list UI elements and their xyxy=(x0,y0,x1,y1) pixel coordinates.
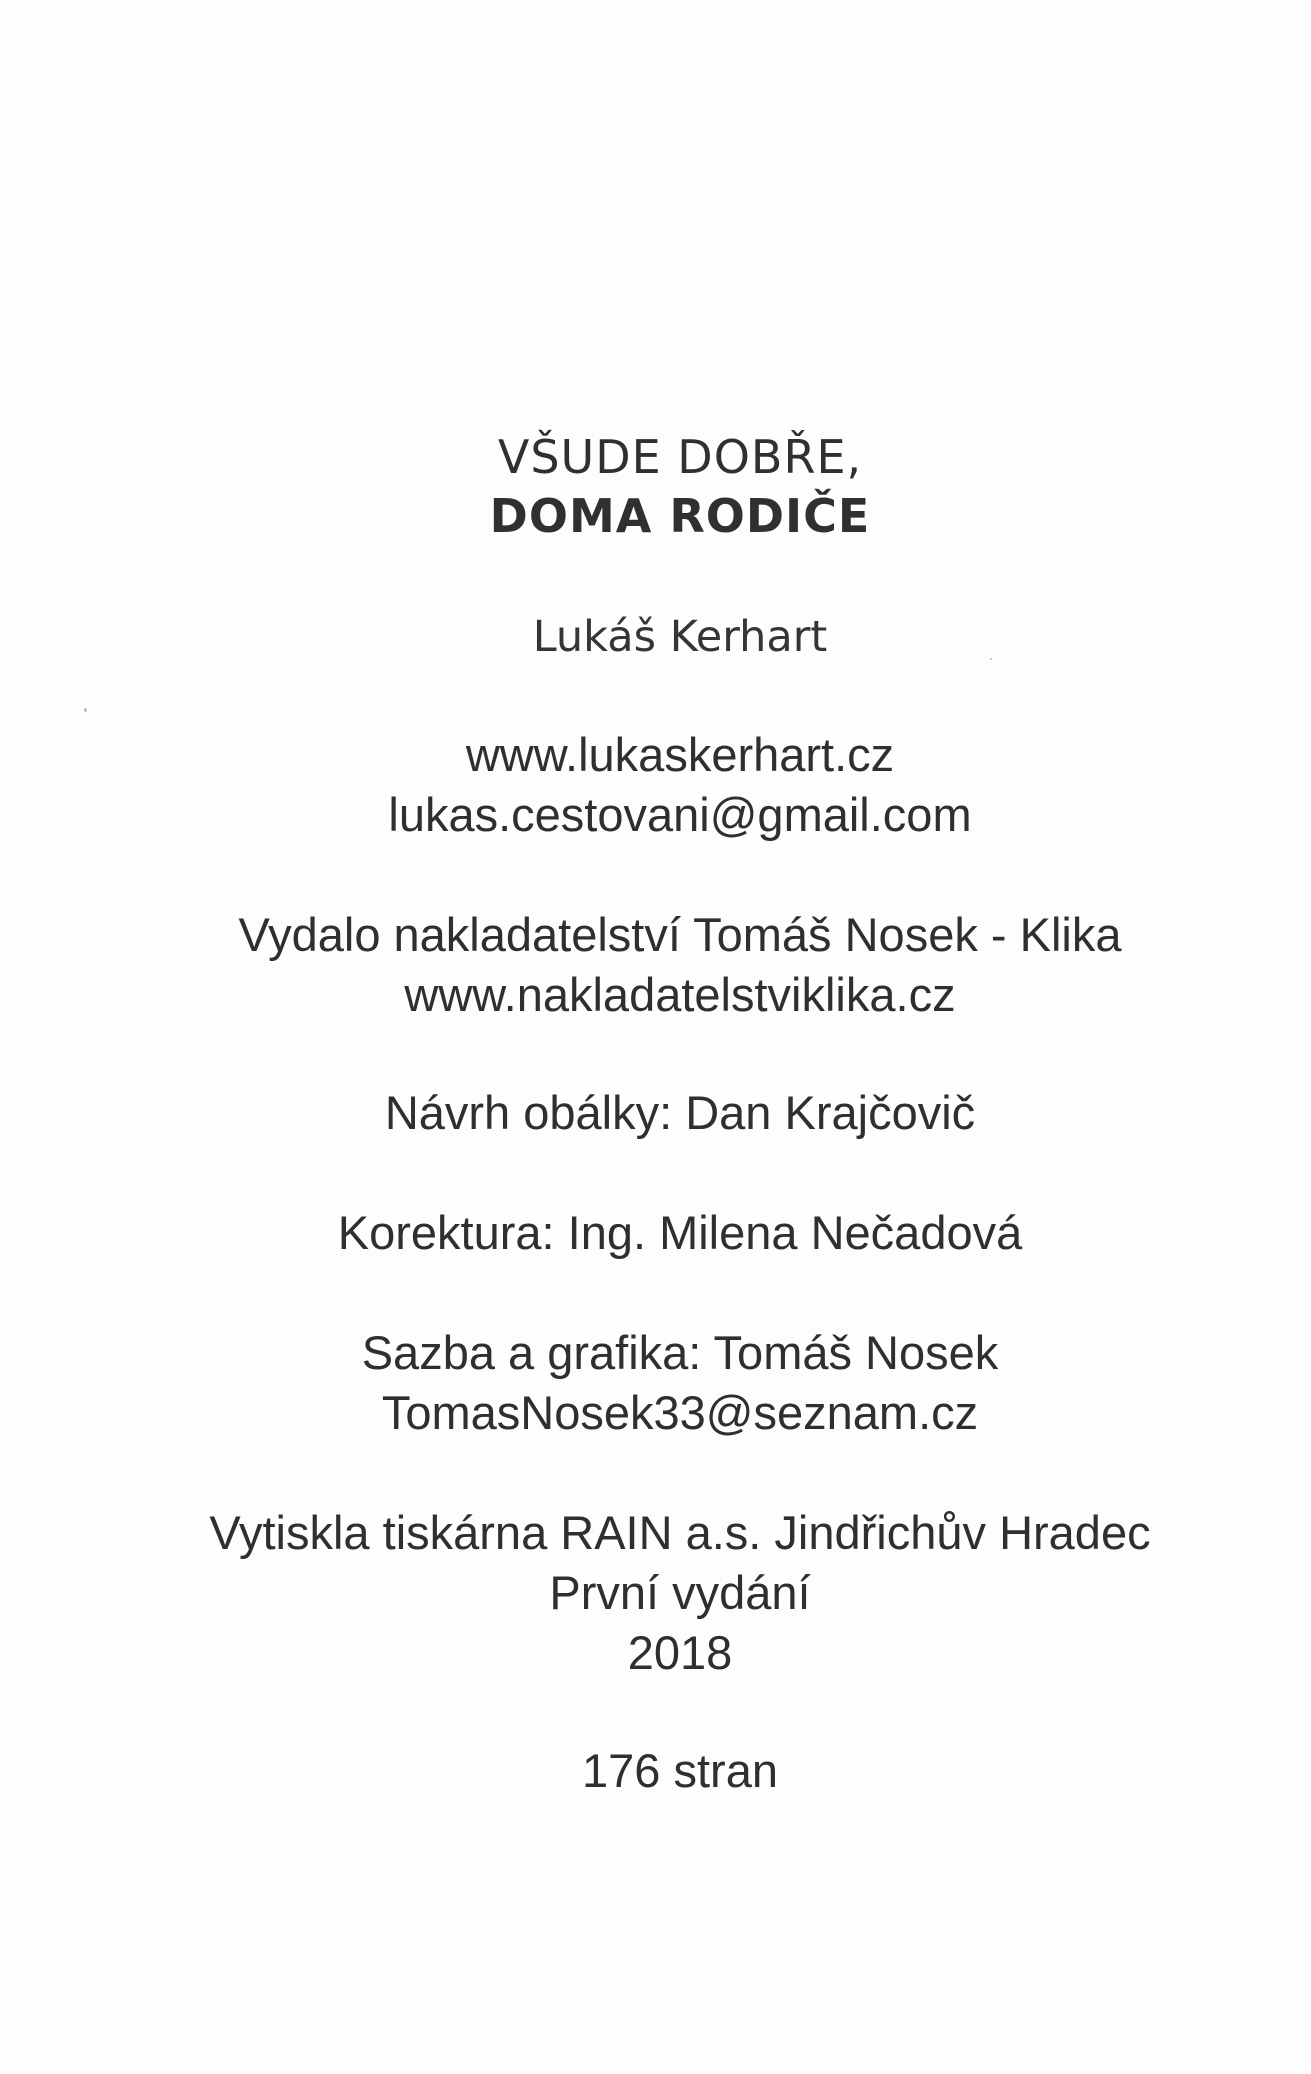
author-name: Lukáš Kerhart xyxy=(532,612,828,662)
scan-speck xyxy=(84,708,87,712)
scan-speck xyxy=(990,658,992,660)
cover-design-credit: Návrh obálky: Dan Krajčovič xyxy=(384,1086,976,1139)
publisher-website: www.nakladatelstviklika.cz xyxy=(404,968,956,1021)
proofreading-credit: Korektura: Ing. Milena Nečadová xyxy=(337,1206,1023,1259)
typesetting-email: TomasNosek33@seznam.cz xyxy=(381,1386,979,1439)
publisher-line: Vydalo nakladatelství Tomáš Nosek - Klika xyxy=(238,908,1122,961)
printer-credit: Vytiskla tiskárna RAIN a.s. Jindřichův Hradec xyxy=(209,1506,1151,1559)
book-title-line-1: VŠUDE DOBŘE, xyxy=(497,430,863,484)
edition-label: První vydání xyxy=(549,1566,811,1619)
typesetting-credit: Sazba a grafika: Tomáš Nosek xyxy=(361,1326,999,1379)
page-count: 176 stran xyxy=(582,1744,778,1797)
author-website: www.lukaskerhart.cz xyxy=(465,728,895,781)
publication-year: 2018 xyxy=(627,1626,733,1679)
book-title-line-2: DOMA RODIČE xyxy=(489,489,871,543)
author-email: lukas.cestovani@gmail.com xyxy=(388,788,972,841)
